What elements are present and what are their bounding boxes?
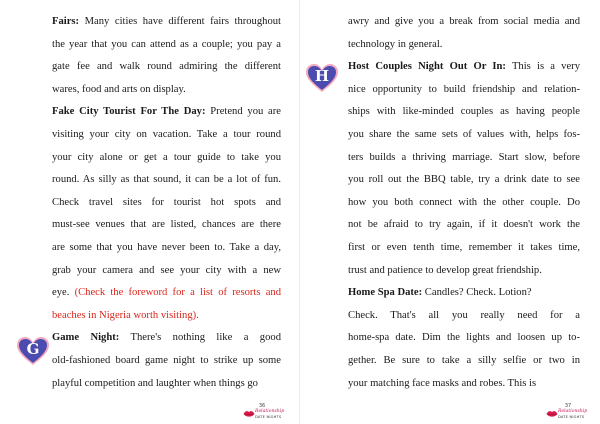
text-line	[52, 11, 281, 34]
text-line	[52, 305, 281, 328]
heart-letter: H	[314, 67, 330, 85]
right-page-footer	[540, 403, 590, 423]
section-heading: Fairs:	[52, 16, 80, 27]
text-line	[348, 373, 580, 396]
body-text: are some that you have never been to. Take a day,	[52, 241, 281, 253]
body-text: your matching face masks and robes. This is	[348, 377, 537, 389]
body-text: first or even tenth time, remember it takes time,	[348, 241, 580, 253]
text-line	[52, 34, 281, 57]
lips-icon	[243, 409, 255, 419]
brand-script: Relationship	[558, 409, 588, 414]
text-line	[348, 214, 580, 237]
body-text: Check travel sites for tourist hot spots and	[52, 196, 281, 208]
text-line	[52, 260, 281, 283]
brand-caps: DATE NIGHTS	[558, 415, 585, 419]
text-line	[348, 124, 580, 147]
text-line	[348, 56, 580, 79]
brand-caps: DATE NIGHTS	[255, 415, 282, 419]
body-text: gether. Be sure to take a silly selfie or two in	[348, 354, 580, 366]
page-number: 36	[258, 403, 266, 409]
body-text: visiting your city on vacation. Take a tour round	[52, 128, 281, 140]
text-line	[52, 350, 281, 373]
left-page-footer	[237, 403, 287, 423]
section-heading: Host Couples Night Out Or In:	[348, 61, 506, 73]
body-text: There's nothing like a good	[119, 332, 281, 344]
text-line	[348, 350, 580, 373]
brand-script: Relationship	[255, 409, 285, 414]
body-text: ters builds a thriving marriage. Start slow, before	[348, 151, 580, 163]
body-text: you share the same sets of values with, helps fos-	[348, 128, 580, 140]
body-text: wares, food and arts on display.	[52, 83, 186, 95]
text-line	[348, 237, 580, 260]
text-line	[52, 373, 281, 396]
brand-logo	[546, 409, 586, 421]
body-text: technology in general.	[348, 38, 443, 50]
body-text: Check. That's all you really need for a	[348, 309, 580, 321]
body-text: old-fashioned board game night to strike up some	[52, 354, 281, 366]
text-line	[52, 237, 281, 260]
body-text: playful competition and laughter when things go	[52, 377, 258, 389]
text-line	[52, 282, 281, 305]
text-line	[348, 79, 580, 102]
section-heading: Home Spa Date:	[348, 287, 423, 299]
text-line	[52, 192, 281, 215]
body-text: awry and give you a break from social media and	[348, 16, 580, 27]
text-line	[348, 11, 580, 34]
text-line	[348, 327, 580, 350]
left-page-text	[52, 11, 281, 395]
text-line	[52, 169, 281, 192]
body-text: Candles? Check. Lotion?	[422, 287, 532, 299]
right-page	[300, 0, 600, 424]
body-text: nice opportunity to build friendship and relation-	[348, 83, 580, 95]
body-text: you roll out the BBQ table, try a drink date to see	[348, 174, 580, 186]
text-line	[348, 282, 580, 305]
text-line	[52, 124, 281, 147]
text-line	[348, 147, 580, 170]
heart-letter: G	[26, 340, 40, 358]
highlight-text: beaches in Nigeria worth visiting).	[52, 309, 199, 321]
body-text: the year that you can attend as a couple; you pay a	[52, 38, 281, 50]
text-line	[348, 305, 580, 328]
body-text: your city alone or get a tour guide to take you	[52, 151, 281, 163]
text-line	[52, 101, 281, 124]
section-heading: Game Night:	[52, 332, 120, 344]
body-text: how you both connect with the other couple. Do	[348, 196, 580, 208]
body-text: eye.	[52, 287, 75, 299]
text-line	[348, 101, 580, 124]
text-line	[348, 192, 580, 215]
body-text: trust and patience to develop great friendship.	[348, 264, 542, 276]
page-number: 37	[564, 403, 572, 409]
body-text: ships with like-minded couples as having people	[348, 106, 580, 118]
section-heart-g	[16, 336, 50, 366]
text-line	[348, 34, 580, 57]
text-line	[348, 169, 580, 192]
lips-icon	[546, 409, 558, 419]
body-text: grab your camera and see your city with a new	[52, 264, 281, 276]
text-line	[52, 327, 281, 350]
body-text: round. As silly as that sound, it can be a lot of fun.	[52, 174, 281, 186]
body-text: home-spa date. Dim the lights and loosen up to-	[348, 332, 580, 344]
body-text: gate fee and walk round admiring the different	[52, 61, 281, 73]
body-text: This is a very	[505, 61, 580, 73]
right-page-text	[348, 11, 580, 395]
body-text: not be afraid to try again, if it doesn't work the	[348, 219, 580, 231]
brand-logo	[243, 409, 283, 421]
text-line	[52, 56, 281, 79]
text-line	[52, 79, 281, 102]
section-heading: Fake City Tourist For The Day:	[52, 106, 206, 118]
text-line	[52, 214, 281, 237]
body-text: must-see venues that are listed, chances are there	[52, 219, 281, 231]
text-line	[348, 260, 580, 283]
body-text: Many cities have different fairs throughout	[79, 16, 281, 27]
body-text: Pretend you are	[205, 106, 281, 118]
highlight-text: (Check the foreword for a list of resorts and	[74, 287, 281, 299]
section-heart-h	[305, 63, 339, 93]
text-line	[52, 147, 281, 170]
